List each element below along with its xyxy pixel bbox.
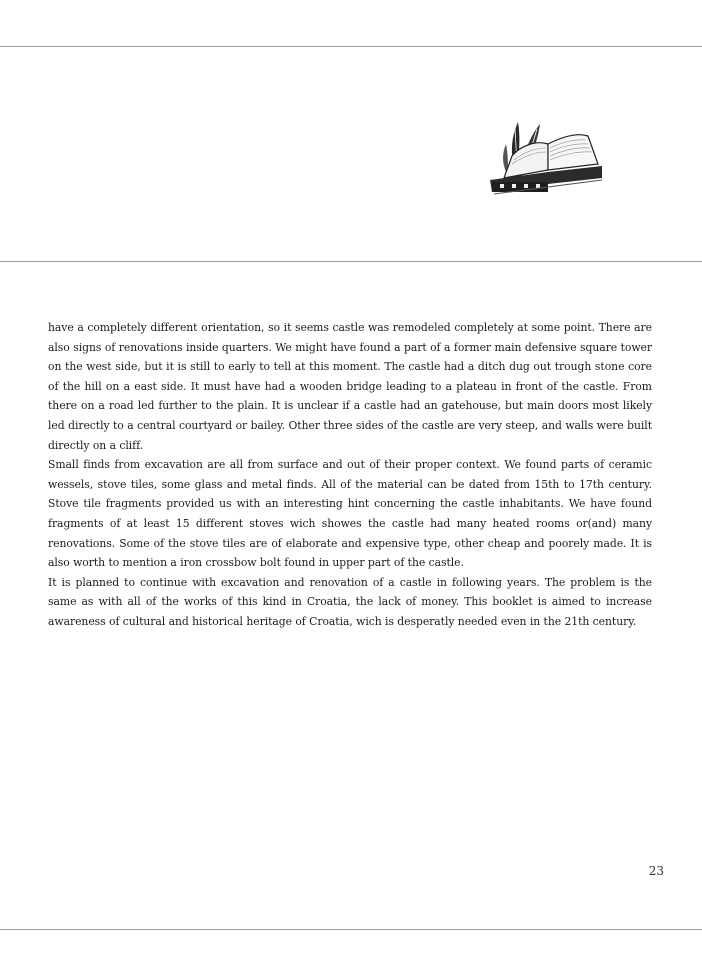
body-text [48,318,652,632]
bottom-rule [0,929,702,930]
open-book-with-quill-icon [484,114,610,200]
paragraph-2: Small finds from excavation are all from surface and out of their proper context. We found parts of ceramic wessels, stove tiles, some glass and metal finds. All of the material can be dated from 15th to 17th century. Stove tile fragments provided us with an interesting hint concerning the castle inhabitants. We have found fragments of at least 15 different stoves wich showes the castle had many heated rooms or(and) many renovations. Some of the stove tiles are of elaborate and expensive type, other cheap and poorely made. It is also worth to mention a iron crossbow bolt found in upper part of the castle. [48,458,652,570]
middle-rule [0,261,702,262]
page-number: 23 [648,864,664,878]
paragraph-1: have a completely different orientation, so it seems castle was remodeled completely at some point. There are also signs of renovations inside quarters. We might have found a part of a former main defensive square tower on the west side, but it is still to early to tell at this moment. The castle had a ditch dug out trough stone core of the hill on a east side. It must have had a wooden bridge leading to a plateau in front of the castle. From there on a road led further to the plain. It is unclear if a castle had an gatehouse, but main doors most likely led directly to a central courtyard or bailey. Other three sides of the castle are very steep, and walls were built directly on a cliff. [48,321,652,452]
top-rule [0,46,702,47]
paragraph-3: It is planned to continue with excavation and renovation of a castle in following years. The problem is the same as with all of the works of this kind in Croatia, the lack of money. This booklet is aimed to increase awareness of cultural and historical heritage of Croatia, wich is desperatly needed even in the 21th century. [48,575,652,628]
